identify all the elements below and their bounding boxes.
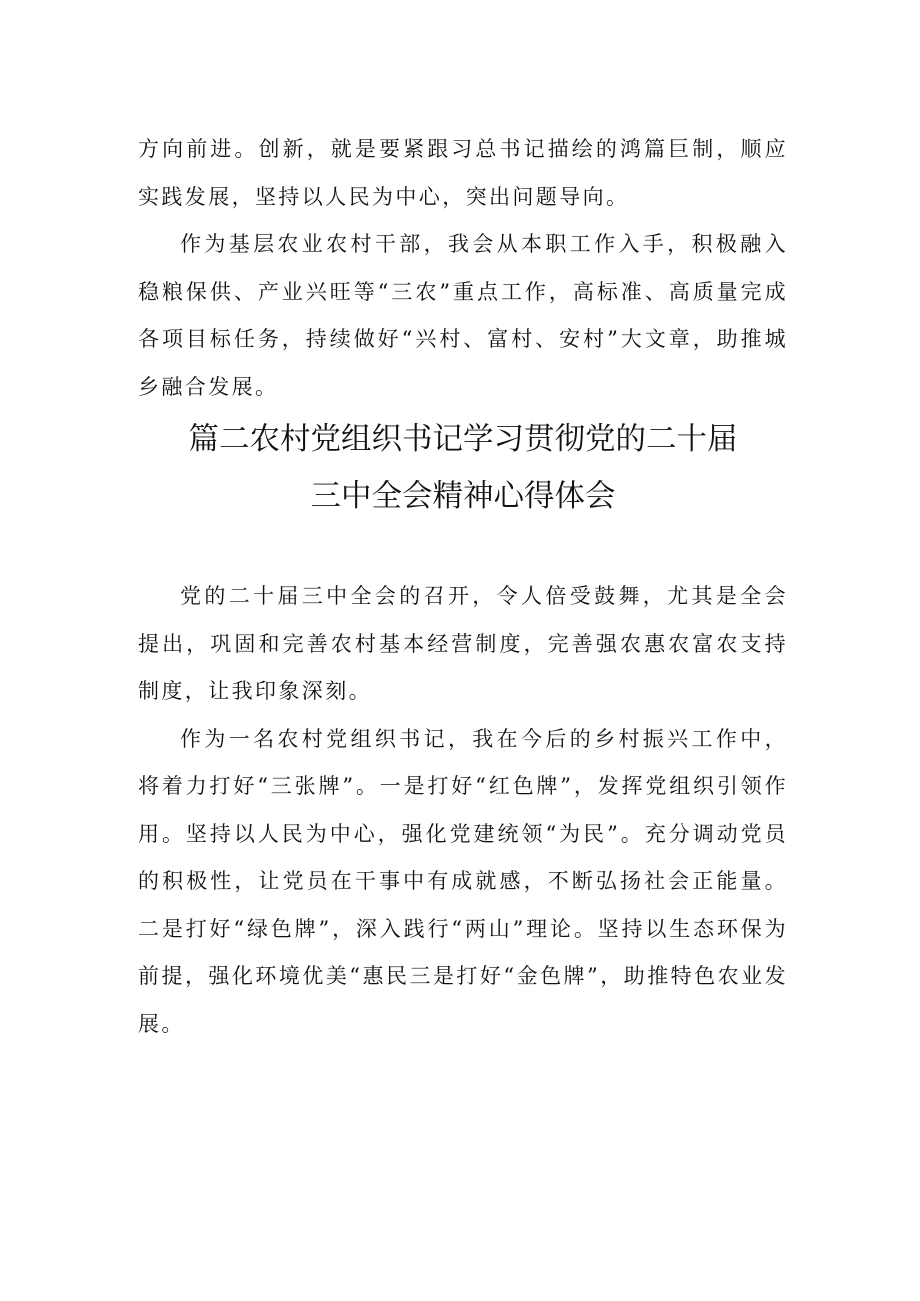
paragraph-grassroots-cadre: 作为基层农业农村干部，我会从本职工作入手，积极融入稳粮保供、产业兴旺等“三农”重点工作，高标准、高质量完成各项目标任务，持续做好“兴村、富村、安村”大文章，助推城乡融合发展。 [138,232,788,399]
section-title [138,411,788,525]
paragraph-plenum-intro: 党的二十届三中全会的召开，令人倍受鼓舞，尤其是全会提出，巩固和完善农村基本经营制度，完善强农惠农富农支持制度，让我印象深刻。 [138,584,788,703]
paragraph-continued: 方向前进。创新，就是要紧跟习总书记描绘的鸿篇巨制，顺应实践发展，坚持以人民为中心，突出问题导向。 [138,137,788,209]
section-title-line-2: 三中全会精神心得体会 [310,479,616,514]
section-title-line-1: 篇二农村党组织书记学习贯彻党的二十届 [188,422,738,457]
paragraph-three-cards: 作为一名农村党组织书记，我在今后的乡村振兴工作中，将着力打好“三张牌”。一是打好“红色牌”，发挥党组织引领作用。坚持以人民为中心，强化党建统领“为民”。充分调动党员的积极性，让党员在干事中有成就感，不断弘扬社会正能量。二是打好“绿色牌”，深入践行“两山”理论。坚持以生态环保为前提，强化环境优美“惠民三是打好“金色牌”，助推特色农业发展。 [138,726,788,1036]
document-page [138,126,788,1048]
